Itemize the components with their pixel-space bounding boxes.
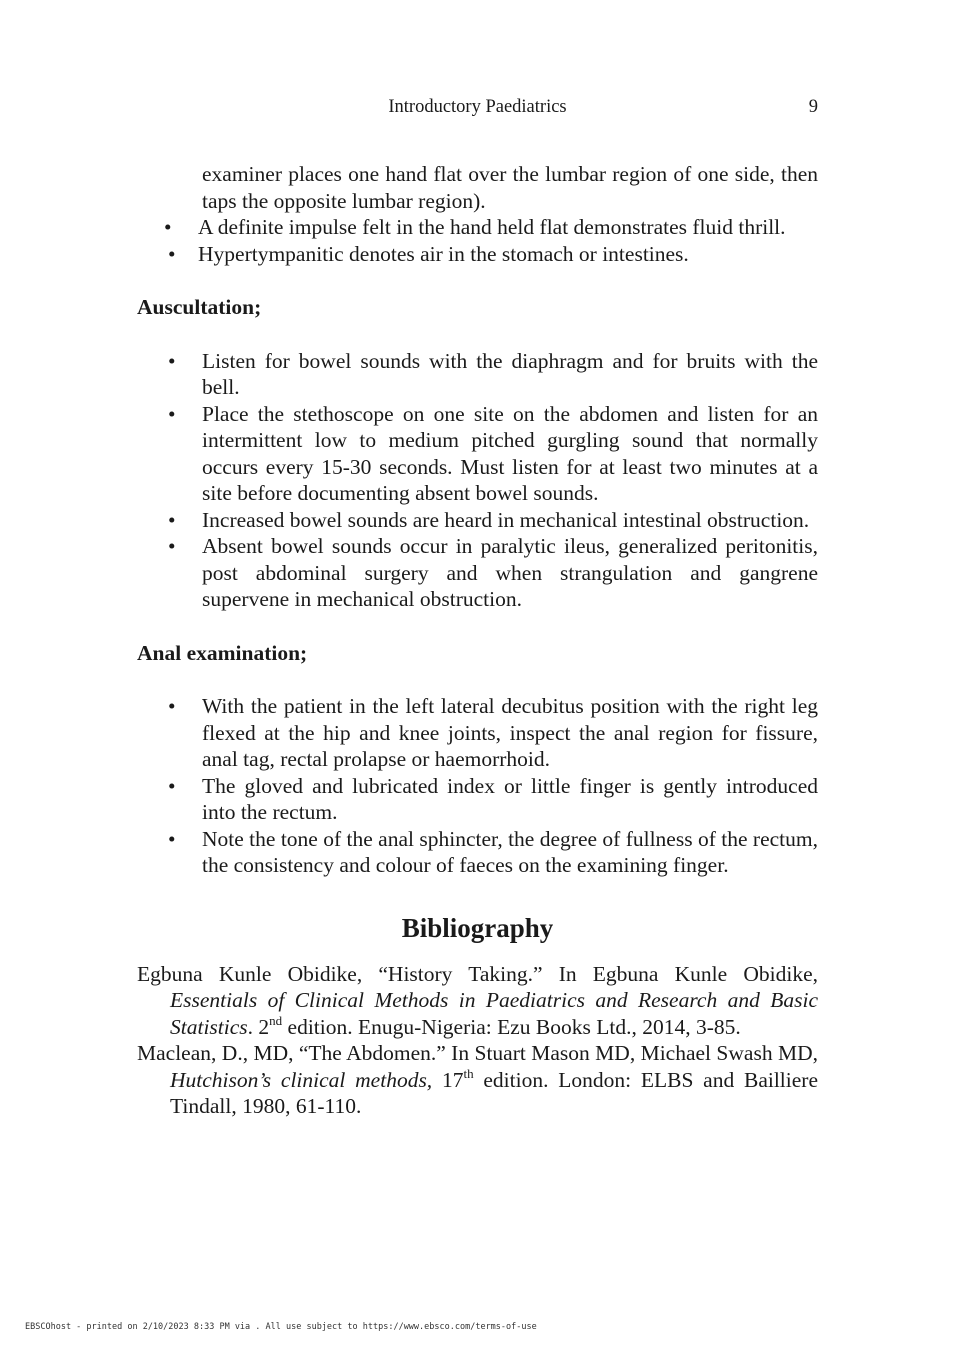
ref-text: Maclean, D., MD, “The Abdomen.” In Stuart Mason MD, Michael Swash MD, — [137, 1041, 818, 1065]
list-item — [137, 401, 818, 507]
bullet-glyph: • — [168, 348, 176, 373]
section-heading-anal-examination: Anal examination; — [137, 640, 308, 665]
bibliography-title: Bibliography — [401, 912, 554, 943]
ref-text: edition. London: ELBS and Bailliere Tindall, 1980, 61-110. — [170, 1067, 819, 1118]
list-item-text: A definite impulse felt in the hand held flat demonstrates fluid thrill. — [198, 215, 786, 239]
list-item-text: Note the tone of the anal sphincter, the degree of fullness of the rectum, the consistency and colour of faeces on the examining finger. — [202, 826, 818, 877]
ref-superscript: nd — [269, 1012, 283, 1028]
list-item-text: Listen for bowel sounds with the diaphragm and for bruits with the bell. — [202, 348, 818, 399]
list-item — [137, 241, 818, 268]
ref-text: . 2 — [247, 1014, 270, 1039]
continued-text: examiner places one hand flat over the lumbar region of one side, then taps the opposite lumbar region). — [202, 162, 818, 213]
bullet-glyph: • — [168, 694, 176, 718]
list-item-text: The gloved and lubricated index or little finger is gently introduced into the rectum. — [202, 773, 818, 824]
list-item — [137, 214, 818, 241]
list-item — [137, 507, 818, 534]
list-item — [137, 773, 818, 826]
bullet-glyph: • — [168, 534, 176, 558]
ref-superscript: th — [463, 1065, 474, 1081]
ref-book-title: Hutchison’s clinical methods, — [170, 1067, 433, 1092]
list-item — [137, 693, 818, 773]
bullet-glyph: • — [168, 773, 176, 798]
bullet-glyph: • — [168, 241, 176, 266]
intro-bullet-list — [137, 214, 818, 267]
ref-book-title: Essentials of Clinical Methods in Paediatrics and Research and Basic Statistics — [170, 988, 818, 1039]
bullet-glyph: • — [164, 215, 172, 239]
ref-text: Egbuna Kunle Obidike, “History Taking.” In Egbuna Kunle Obidike, — [137, 961, 818, 986]
bullet-glyph: • — [168, 401, 176, 426]
auscultation-bullet-list — [137, 348, 818, 613]
ref-text: edition. Enugu-Nigeria: Ezu Books Ltd., 2014, 3-85. — [282, 1014, 741, 1039]
bibliography-entry — [137, 1040, 818, 1120]
list-item-text: With the patient in the left lateral decubitus position with the right leg flexed at the hip and knee joints, inspect the anal region for fissure, anal tag, rectal prolapse or haemorrhoid. — [202, 694, 818, 771]
page-number: 9 — [808, 97, 818, 117]
bullet-glyph: • — [168, 507, 176, 532]
bibliography-entry — [137, 961, 818, 1041]
print-footer: EBSCOhost - printed on 2/10/2023 8:33 PM via . All use subject to https://www.ebsco.com/terms-of-use — [25, 1322, 537, 1332]
section-heading-auscultation: Auscultation; — [137, 295, 262, 319]
bullet-glyph: • — [168, 826, 176, 851]
list-item-text: Increased bowel sounds are heard in mechanical intestinal obstruction. — [202, 507, 810, 532]
list-item-text: Place the stethoscope on one site on the abdomen and listen for an intermittent low to medium pitched gurgling sound that normally occurs every 15-30 seconds. Must listen for at least two minutes at a site before documenting absent bowel sounds. — [202, 401, 818, 505]
running-title: Introductory Paediatrics — [388, 97, 567, 117]
list-item — [137, 826, 818, 879]
page-body — [137, 161, 818, 1120]
anal-bullet-list — [137, 693, 818, 879]
running-header — [137, 97, 818, 121]
list-item-text: Hypertympanitic denotes air in the stomach or intestines. — [198, 241, 689, 266]
ref-text: 17 — [432, 1067, 464, 1092]
list-item — [137, 533, 818, 613]
list-item-text: Absent bowel sounds occur in paralytic ileus, generalized peritonitis, post abdominal surgery and when strangulation and gangrene supervene in mechanical obstruction. — [202, 534, 818, 611]
list-item — [137, 348, 818, 401]
